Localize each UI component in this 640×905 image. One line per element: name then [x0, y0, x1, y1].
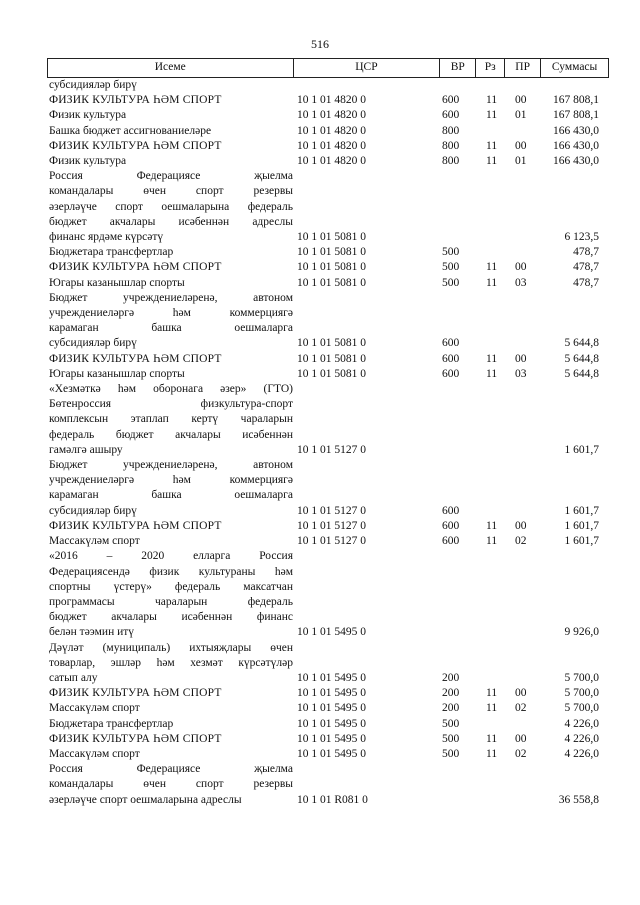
table-row [47, 762, 609, 808]
row-name-line: ФИЗИК КУЛЬТУРА ҺӘМ СПОРТ [49, 687, 222, 700]
row-vr: 500 [442, 261, 460, 274]
row-name-line: Россия Федерациясе җыелма [49, 763, 293, 776]
table-row [47, 458, 609, 519]
table-row [47, 717, 609, 732]
row-rz: 11 [486, 352, 498, 365]
row-name-line: сатып алу [49, 671, 98, 684]
row-sum: 166 430,0 [553, 139, 599, 152]
row-vr: 600 [442, 504, 460, 517]
row-name-line: Югары казанышлар спорты [49, 367, 185, 380]
row-name-line: «2016 – 2020 елларга Россия [49, 550, 293, 563]
row-name-line: федераль бюджет акчалары исәбеннән [49, 428, 293, 441]
page-number: 516 [311, 37, 329, 51]
row-name-line: ФИЗИК КУЛЬТУРА ҺӘМ СПОРТ [49, 732, 222, 745]
row-pr: 01 [515, 109, 527, 122]
row-name [47, 108, 293, 123]
table-row [47, 641, 609, 687]
row-name [47, 686, 293, 701]
table-row [47, 139, 609, 154]
table-body [47, 78, 609, 808]
row-csr: 10 1 01 5081 0 [297, 337, 366, 350]
row-csr: 10 1 01 5495 0 [297, 717, 366, 730]
table-row [47, 245, 609, 260]
row-name-line: командалары өчен спорт резервы [49, 185, 293, 198]
row-name-line: комплексын этаплап кертү чараларын [49, 413, 293, 426]
row-name-line: Физик культура [49, 109, 127, 122]
row-name-line: Массакүләм спорт [49, 702, 140, 715]
row-rz: 11 [486, 687, 498, 700]
table-row [47, 108, 609, 123]
row-rz: 11 [486, 139, 498, 152]
row-name [47, 78, 293, 93]
row-sum: 5 700,0 [564, 702, 599, 715]
row-name-line: ФИЗИК КУЛЬТУРА ҺӘМ СПОРТ [49, 519, 222, 532]
row-name [47, 549, 293, 640]
row-rz: 11 [486, 109, 498, 122]
row-sum: 5 644,8 [564, 352, 599, 365]
row-csr: 10 1 01 5127 0 [297, 535, 366, 548]
row-vr: 800 [442, 124, 460, 137]
row-name-line: Бюджет учреждениеләренә, автоном [49, 459, 293, 472]
row-pr: 00 [515, 687, 527, 700]
row-vr: 200 [442, 702, 460, 715]
row-vr: 500 [442, 717, 460, 730]
header-name: Исеме [48, 59, 294, 77]
row-name [47, 717, 293, 732]
row-name-line: субсидияләр бирү [49, 504, 137, 517]
row-name-line: Массакүләм спорт [49, 535, 140, 548]
row-sum: 5 644,8 [564, 337, 599, 350]
row-rz: 11 [486, 702, 498, 715]
table-row [47, 519, 609, 534]
row-sum: 478,7 [573, 261, 599, 274]
row-name-line: әзерләүче спорт оешмаларына федераль [49, 200, 293, 213]
row-csr: 10 1 01 5081 0 [297, 352, 366, 365]
row-sum: 4 226,0 [564, 732, 599, 745]
row-name [47, 291, 293, 352]
row-csr: 10 1 01 4820 0 [297, 124, 366, 137]
row-pr: 02 [515, 702, 527, 715]
table-row [47, 93, 609, 108]
row-name-line: карамаган башка оешмаларга [49, 489, 293, 502]
row-sum: 5 700,0 [564, 671, 599, 684]
row-name [47, 382, 293, 458]
table-row [47, 549, 609, 640]
row-pr: 00 [515, 519, 527, 532]
row-sum: 167 808,1 [553, 94, 599, 107]
table-row [47, 701, 609, 716]
row-name [47, 245, 293, 260]
row-name-line: Югары казанышлар спорты [49, 276, 185, 289]
table-row [47, 367, 609, 382]
header-sum: Суммасы [541, 59, 609, 77]
table-row [47, 154, 609, 169]
row-csr: 10 1 01 5495 0 [297, 702, 366, 715]
row-sum: 166 430,0 [553, 124, 599, 137]
row-vr: 600 [442, 367, 460, 380]
row-name-line: Массакүләм спорт [49, 747, 140, 760]
row-csr: 10 1 01 5081 0 [297, 367, 366, 380]
row-sum: 478,7 [573, 276, 599, 289]
row-name [47, 534, 293, 549]
row-name [47, 519, 293, 534]
row-sum: 4 226,0 [564, 717, 599, 730]
table-row [47, 276, 609, 291]
row-sum: 4 226,0 [564, 747, 599, 760]
row-name-line: программасы чараларын федераль [49, 595, 293, 608]
row-name [47, 732, 293, 747]
row-vr: 600 [442, 519, 460, 532]
row-rz: 11 [486, 276, 498, 289]
row-sum: 1 601,7 [564, 504, 599, 517]
row-name-line: субсидияләр бирү [49, 79, 137, 91]
row-vr: 500 [442, 276, 460, 289]
row-pr: 00 [515, 94, 527, 107]
row-name-line: Федерациясендә физик культураны һәм [49, 565, 293, 578]
row-name-line: Бюджетара трансфертлар [49, 246, 174, 259]
row-sum: 167 808,1 [553, 109, 599, 122]
row-sum: 1 601,7 [564, 519, 599, 532]
row-name [47, 260, 293, 275]
row-name-line: Россия Федерациясе җыелма [49, 170, 293, 183]
row-name-line: командалары өчен спорт резервы [49, 778, 293, 791]
row-csr: 10 1 01 5127 0 [297, 443, 366, 456]
table-row [47, 686, 609, 701]
row-csr: 10 1 01 5127 0 [297, 519, 366, 532]
row-csr: 10 1 01 4820 0 [297, 155, 366, 168]
row-rz: 11 [486, 94, 498, 107]
row-name-line: «Хезмәткә һәм оборонага әзер» (ГТО) [49, 383, 293, 396]
row-name [47, 367, 293, 382]
row-sum: 166 430,0 [553, 155, 599, 168]
row-sum: 1 601,7 [564, 443, 599, 456]
row-csr: 10 1 01 5081 0 [297, 276, 366, 289]
row-name [47, 458, 293, 519]
row-name [47, 747, 293, 762]
row-csr: 10 1 01 R081 0 [297, 793, 368, 806]
row-name-line: белән тәэмин итү [49, 626, 135, 639]
table-row [47, 169, 609, 245]
row-pr: 03 [515, 276, 527, 289]
row-name-line: финанс ярдәме күрсәтү [49, 231, 164, 244]
row-name [47, 154, 293, 169]
row-pr: 00 [515, 732, 527, 745]
table-row [47, 124, 609, 139]
row-vr: 500 [442, 747, 460, 760]
row-name [47, 93, 293, 108]
row-vr: 600 [442, 109, 460, 122]
row-name-line: Дәүләт (муниципаль) ихтыяҗлары өчен [49, 641, 293, 654]
row-csr: 10 1 01 4820 0 [297, 109, 366, 122]
row-name-line: Физик культура [49, 155, 127, 168]
row-name-line: Башка бюджет ассигнованиеләре [49, 124, 212, 137]
table-row [47, 732, 609, 747]
row-name-line: әзерләүче спорт оешмаларына адреслы [49, 793, 242, 806]
row-name-line: ФИЗИК КУЛЬТУРА ҺӘМ СПОРТ [49, 261, 222, 274]
row-pr: 00 [515, 261, 527, 274]
row-pr: 00 [515, 352, 527, 365]
table-row [47, 382, 609, 458]
row-vr: 600 [442, 337, 460, 350]
row-pr: 02 [515, 747, 527, 760]
row-sum: 9 926,0 [564, 626, 599, 639]
row-pr: 02 [515, 535, 527, 548]
row-name-line: ФИЗИК КУЛЬТУРА ҺӘМ СПОРТ [49, 139, 222, 152]
row-rz: 11 [486, 519, 498, 532]
row-vr: 600 [442, 352, 460, 365]
row-name-line: товарлар, эшләр һәм хезмәт күрсәтүләр [49, 656, 293, 669]
row-name-line: гамәлгә ашыру [49, 443, 123, 456]
row-sum: 5 700,0 [564, 687, 599, 700]
row-sum: 5 644,8 [564, 367, 599, 380]
row-vr: 200 [442, 687, 460, 700]
table-row [47, 78, 609, 93]
row-vr: 500 [442, 246, 460, 259]
row-rz: 11 [486, 732, 498, 745]
row-sum: 478,7 [573, 246, 599, 259]
row-name-line: ФИЗИК КУЛЬТУРА ҺӘМ СПОРТ [49, 352, 222, 365]
table-header [47, 58, 609, 78]
row-name [47, 139, 293, 154]
row-pr: 03 [515, 367, 527, 380]
row-name [47, 124, 293, 139]
row-csr: 10 1 01 5495 0 [297, 747, 366, 760]
row-name-line: ФИЗИК КУЛЬТУРА ҺӘМ СПОРТ [49, 94, 222, 107]
row-csr: 10 1 01 4820 0 [297, 94, 366, 107]
row-vr: 800 [442, 155, 460, 168]
row-name-line: учреждениеләргә һәм коммерциягә [49, 474, 293, 487]
row-csr: 10 1 01 5495 0 [297, 732, 366, 745]
row-name-line: учреждениеләргә һәм коммерциягә [49, 307, 293, 320]
row-name-line: карамаган башка оешмаларга [49, 322, 293, 335]
header-pr: ПР [505, 59, 541, 77]
row-name [47, 641, 293, 687]
row-sum: 36 558,8 [558, 793, 599, 806]
row-name [47, 762, 293, 808]
row-csr: 10 1 01 5127 0 [297, 504, 366, 517]
budget-table [47, 58, 609, 808]
row-name-line: субсидияләр бирү [49, 337, 137, 350]
row-pr: 01 [515, 155, 527, 168]
row-csr: 10 1 01 5081 0 [297, 231, 366, 244]
row-csr: 10 1 01 5081 0 [297, 261, 366, 274]
row-pr: 00 [515, 139, 527, 152]
row-name [47, 276, 293, 291]
row-name-line: Бюджет учреждениеләренә, автоном [49, 291, 293, 304]
row-rz: 11 [486, 261, 498, 274]
row-csr: 10 1 01 5495 0 [297, 671, 366, 684]
row-rz: 11 [486, 747, 498, 760]
row-vr: 600 [442, 94, 460, 107]
row-csr: 10 1 01 5495 0 [297, 626, 366, 639]
row-name-line: Бөтенроссия физкультура-спорт [49, 398, 293, 411]
row-rz: 11 [486, 535, 498, 548]
row-name [47, 169, 293, 245]
row-name-line: Бюджетара трансфертлар [49, 717, 174, 730]
row-name-line: бюджет акчалары исәбеннән адреслы [49, 215, 293, 228]
header-rz: Рз [476, 59, 505, 77]
table-row [47, 291, 609, 352]
header-vr: ВР [440, 59, 476, 77]
row-csr: 10 1 01 5495 0 [297, 687, 366, 700]
row-name-line: бюджет акчалары исәбеннән финанс [49, 611, 293, 624]
row-csr: 10 1 01 5081 0 [297, 246, 366, 259]
row-name [47, 701, 293, 716]
row-sum: 1 601,7 [564, 535, 599, 548]
row-vr: 500 [442, 732, 460, 745]
row-vr: 600 [442, 535, 460, 548]
header-csr: ЦСР [294, 59, 441, 77]
table-row [47, 352, 609, 367]
row-vr: 200 [442, 671, 460, 684]
row-sum: 6 123,5 [564, 231, 599, 244]
row-name [47, 352, 293, 367]
table-row [47, 260, 609, 275]
row-rz: 11 [486, 155, 498, 168]
row-rz: 11 [486, 367, 498, 380]
table-row [47, 747, 609, 762]
row-vr: 800 [442, 139, 460, 152]
row-name-line: спортны үстерү» федераль максатчан [49, 580, 293, 593]
table-row [47, 534, 609, 549]
row-csr: 10 1 01 4820 0 [297, 139, 366, 152]
